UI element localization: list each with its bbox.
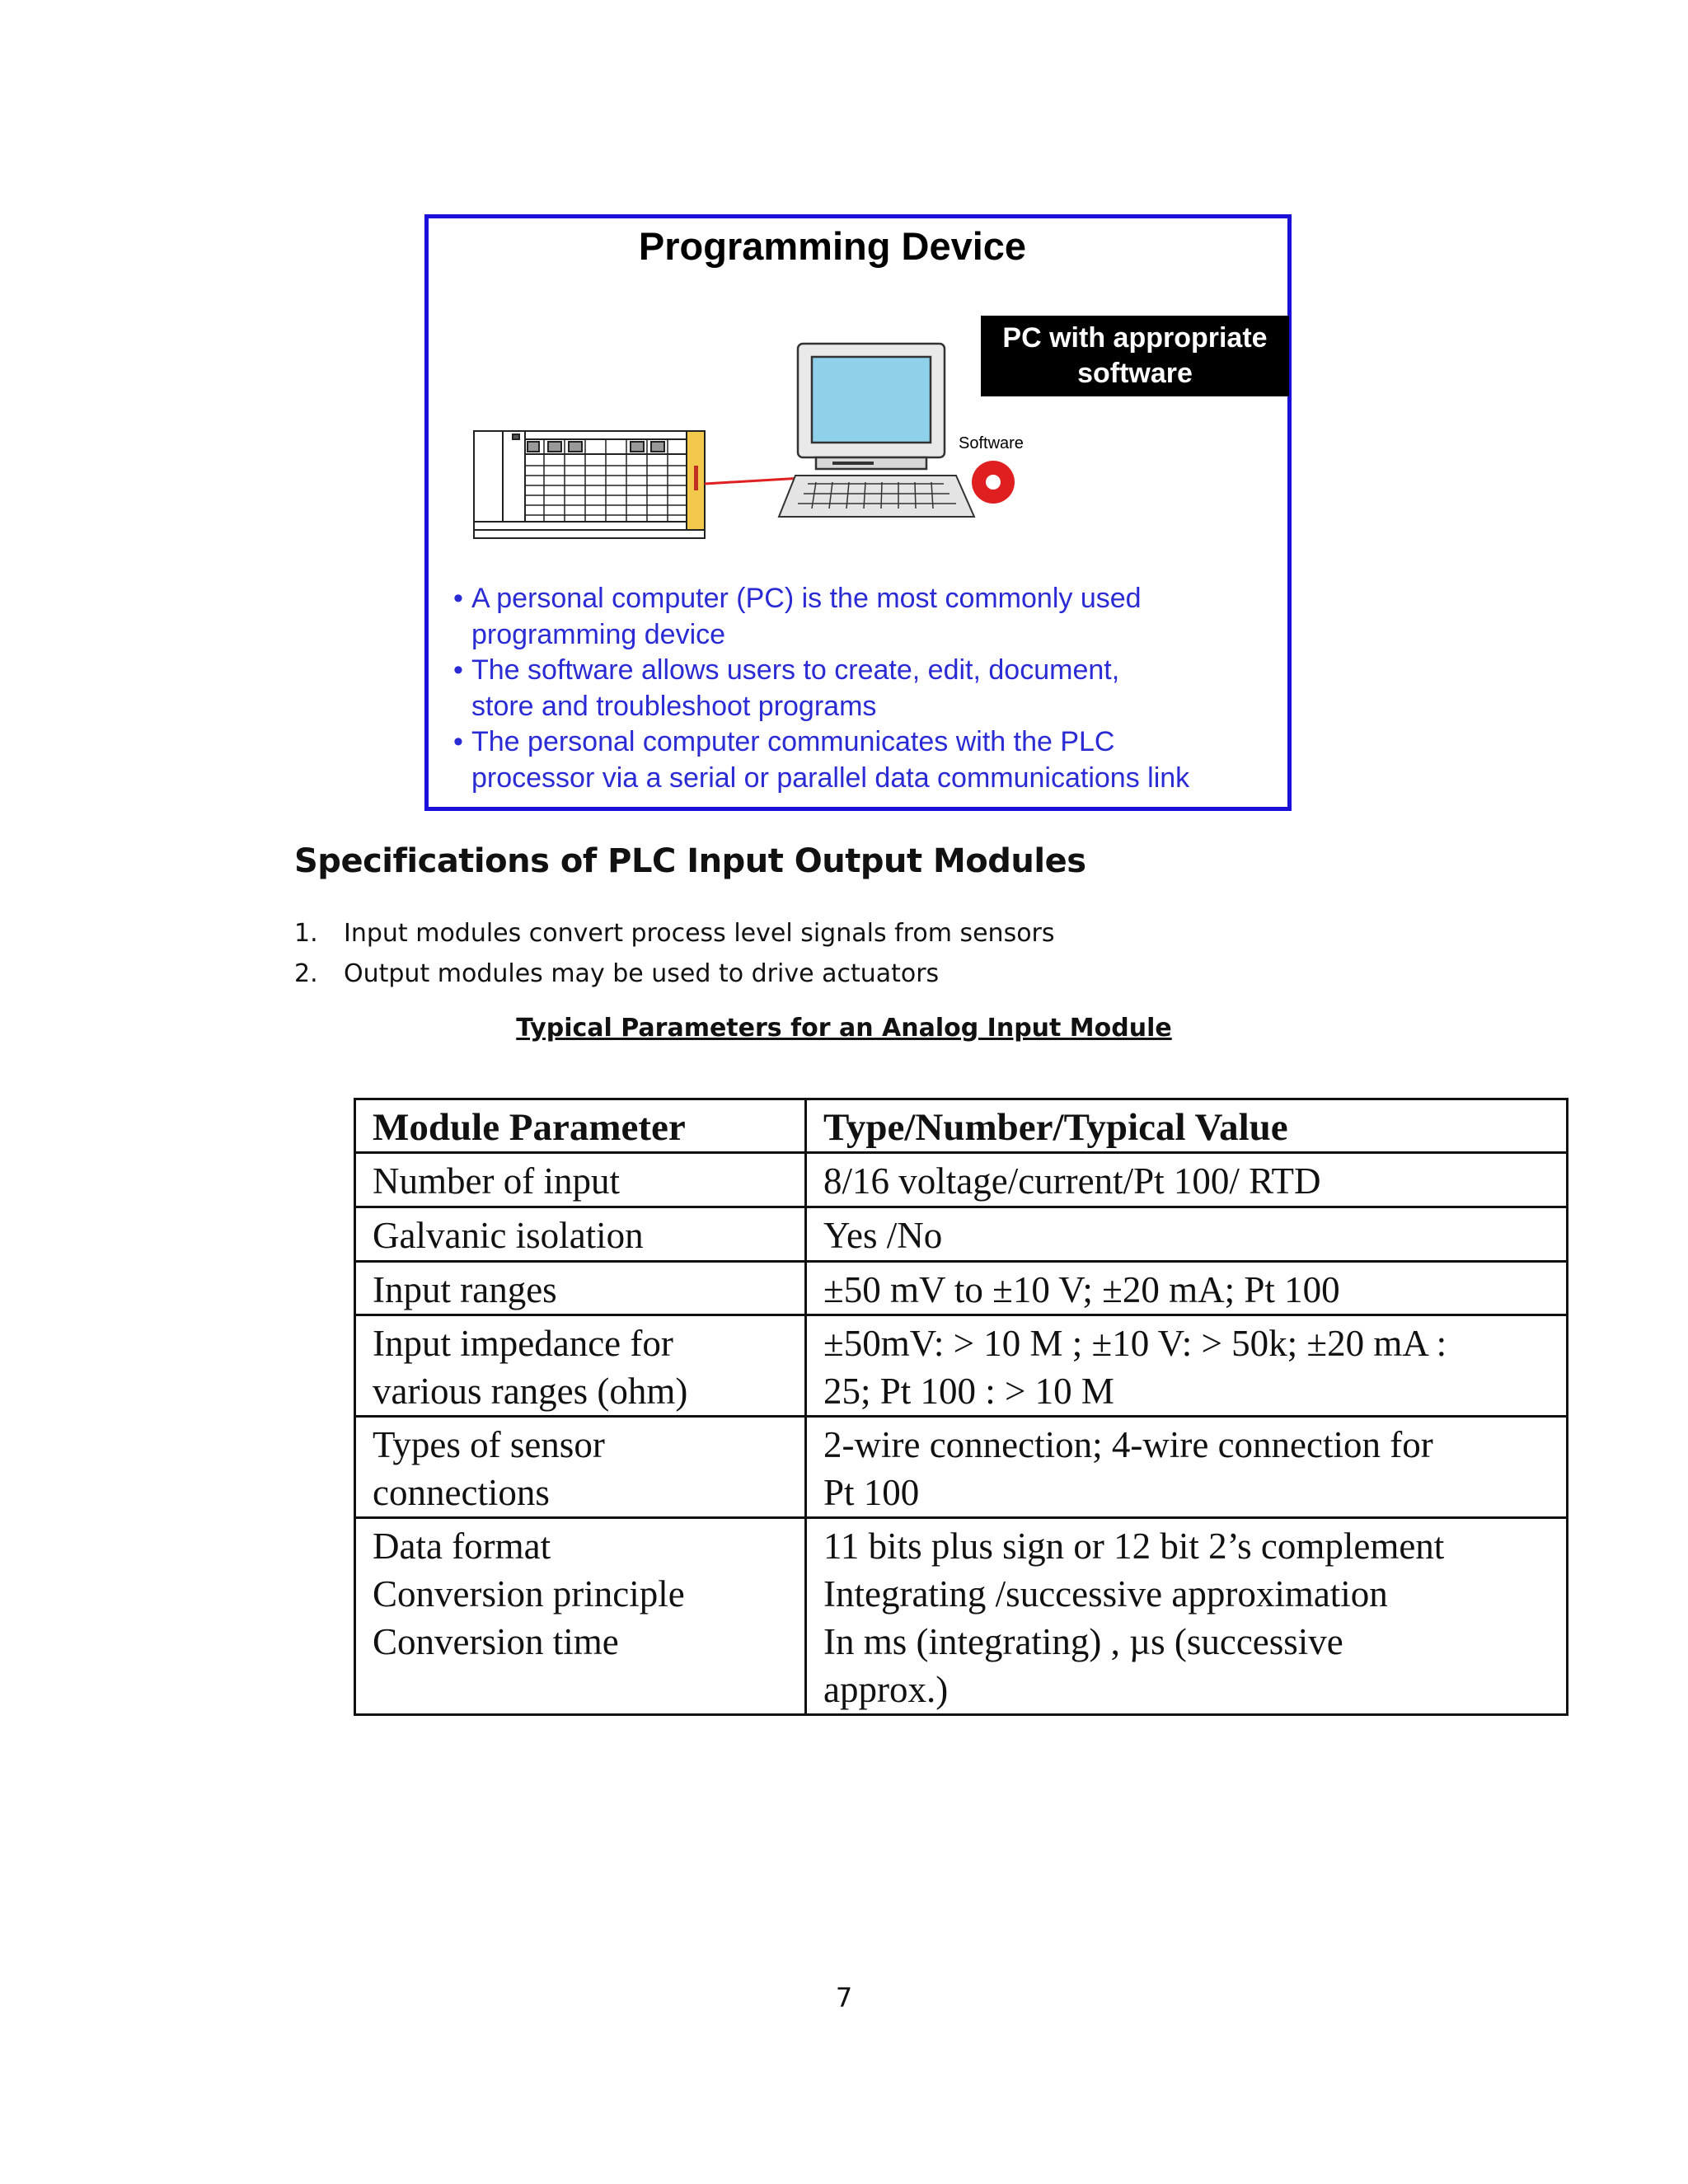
table-cell: ±50mV: > 10 M ; ±10 V: > 50k; ±20 mA : 25; Pt 100 : > 10 M	[806, 1315, 1568, 1417]
programming-device-slide	[424, 214, 1292, 811]
table-cell: Yes /No	[806, 1207, 1568, 1262]
table-row	[355, 1417, 1568, 1518]
numbered-list	[294, 913, 1055, 994]
keyboard-icon	[779, 476, 974, 517]
table-row	[355, 1153, 1568, 1207]
section-heading: Specifications of PLC Input Output Modules	[294, 842, 1086, 880]
table-cell: 2-wire connection; 4-wire connection for Pt 100	[806, 1417, 1568, 1518]
table-cell: Data format Conversion principle Conversion time	[355, 1518, 806, 1715]
page-number: 7	[835, 1982, 853, 2013]
column-header: Type/Number/Typical Value	[806, 1099, 1568, 1153]
bullet-item: • The personal computer communicates with the PLC processor via a serial or parallel data communications link	[453, 724, 1278, 796]
list-item: 2. Output modules may be used to drive actuators	[294, 959, 940, 988]
column-header: Module Parameter	[355, 1099, 806, 1153]
table-header-row	[355, 1099, 1568, 1153]
table-cell: Input ranges	[355, 1262, 806, 1315]
table-cell: Types of sensor connections	[355, 1417, 806, 1518]
bullet-item: • A personal computer (PC) is the most commonly used programming device	[453, 581, 1278, 653]
analog-input-parameters-table	[354, 1098, 1568, 1716]
table-cell: ±50 mV to ±10 V; ±20 mA; Pt 100	[806, 1262, 1568, 1315]
table-row	[355, 1315, 1568, 1417]
bullet-item: • The software allows users to create, edit, document, store and troubleshoot programs	[453, 653, 1278, 724]
plc-rack-icon	[474, 431, 705, 538]
software-disk-icon	[972, 461, 1015, 504]
slide-title: Programming Device	[638, 224, 1027, 268]
pc-monitor-icon	[798, 344, 945, 469]
table-cell: Input impedance for various ranges (ohm)	[355, 1315, 806, 1417]
slide-bullets	[453, 581, 1278, 796]
table-row	[355, 1518, 1568, 1715]
list-item: 1. Input modules convert process level signals from sensors	[294, 919, 1055, 948]
table-row	[355, 1262, 1568, 1315]
table-row	[355, 1207, 1568, 1262]
software-label: Software	[959, 434, 1024, 452]
table-cell: Galvanic isolation	[355, 1207, 806, 1262]
table-caption: Typical Parameters for an Analog Input Module	[516, 1014, 1172, 1043]
table-cell: 8/16 voltage/current/Pt 100/ RTD	[806, 1153, 1568, 1207]
table-cell: 11 bits plus sign or 12 bit 2’s complement Integrating /successive approximation In ms (integrating) , µs (successive approx.)	[806, 1518, 1568, 1715]
table-cell: Number of input	[355, 1153, 806, 1207]
pc-with-software-label: PC with appropriate software	[981, 316, 1289, 396]
